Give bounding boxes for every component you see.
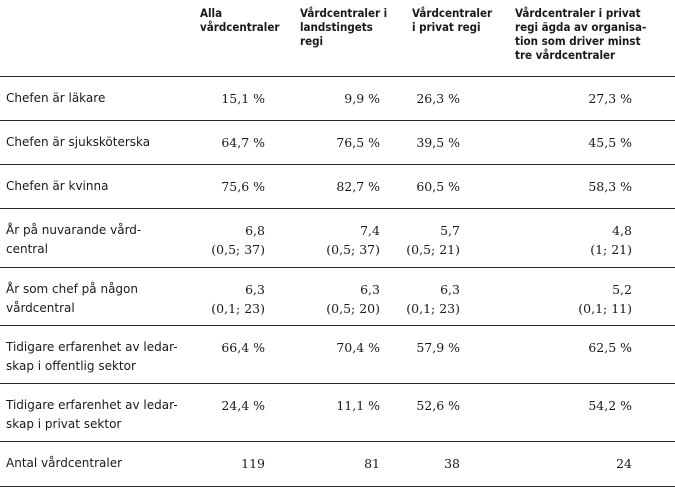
header-privat-kedja — [495, 0, 675, 77]
cell-landsting: 76,5 % — [270, 121, 390, 165]
cell-landsting: 9,9 % — [270, 77, 390, 121]
cell-privat-kedja: 54,2 % — [495, 384, 675, 442]
cell-privat: 60,5 % — [390, 165, 495, 209]
cell-privat-kedja: 5,2 (0,1; 11) — [495, 268, 675, 326]
table-row — [0, 77, 675, 121]
header-line: regi ägda av organisa- — [515, 20, 647, 34]
cell-privat: 26,3 % — [390, 77, 495, 121]
row-label: Tidigare erfarenhet av ledar- skap i offentlig sektor — [0, 326, 190, 384]
table-row — [0, 121, 675, 165]
header-line: Vårdcentraler i — [300, 6, 388, 20]
row-label: Antal vårdcentraler — [0, 442, 190, 487]
cell-alla: 15,1 % — [190, 77, 270, 121]
cell-alla: 75,6 % — [190, 165, 270, 209]
table-row — [0, 442, 675, 487]
row-label: Tidigare erfarenhet av ledar- skap i privat sektor — [0, 384, 190, 442]
cell-privat: 39,5 % — [390, 121, 495, 165]
cell-privat: 52,6 % — [390, 384, 495, 442]
cell-alla: 24,4 % — [190, 384, 270, 442]
cell-privat-kedja: 4,8 (1; 21) — [495, 209, 675, 268]
table-row — [0, 384, 675, 442]
row-label: År på nuvarande vård- central — [0, 209, 190, 268]
cell-privat: 5,7 (0,5; 21) — [390, 209, 495, 268]
table-row — [0, 165, 675, 209]
header-empty — [0, 0, 190, 77]
cell-privat-kedja: 27,3 % — [495, 77, 675, 121]
header-line: i privat regi — [412, 20, 481, 34]
cell-privat-kedja: 24 — [495, 442, 675, 487]
row-label: Chefen är kvinna — [0, 165, 190, 209]
row-label: Chefen är sjuksköterska — [0, 121, 190, 165]
header-alla — [190, 0, 280, 77]
header-privat — [390, 0, 495, 77]
cell-landsting: 70,4 % — [270, 326, 390, 384]
header-line: Vårdcentraler i privat — [515, 6, 641, 20]
cell-privat-kedja: 62,5 % — [495, 326, 675, 384]
cell-privat: 38 — [390, 442, 495, 487]
cell-alla: 64,7 % — [190, 121, 270, 165]
cell-alla: 66,4 % — [190, 326, 270, 384]
cell-alla: 119 — [190, 442, 270, 487]
cell-privat-kedja: 45,5 % — [495, 121, 675, 165]
header-line: tion som driver minst — [515, 34, 641, 48]
cell-landsting: 6,3 (0,5; 20) — [270, 268, 390, 326]
cell-alla: 6,3 (0,1; 23) — [190, 268, 270, 326]
header-line: vårdcentraler — [200, 20, 280, 34]
cell-alla: 6,8 (0,5; 37) — [190, 209, 270, 268]
table-row — [0, 268, 675, 326]
cell-landsting: 82,7 % — [270, 165, 390, 209]
cell-landsting: 7,4 (0,5; 37) — [270, 209, 390, 268]
cell-privat: 6,3 (0,1; 23) — [390, 268, 495, 326]
table-row — [0, 326, 675, 384]
header-line: Alla — [200, 6, 223, 20]
cell-privat-kedja: 58,3 % — [495, 165, 675, 209]
cell-landsting: 81 — [270, 442, 390, 487]
row-label: Chefen är läkare — [0, 77, 190, 121]
row-label: År som chef på någon vårdcentral — [0, 268, 190, 326]
cell-landsting: 11,1 % — [270, 384, 390, 442]
table-row — [0, 209, 675, 268]
header-line: Vårdcentraler — [412, 6, 493, 20]
header-row — [0, 0, 675, 77]
header-line: landstingets regi — [300, 20, 373, 48]
cell-privat: 57,9 % — [390, 326, 495, 384]
header-line: tre vårdcentraler — [515, 48, 616, 62]
header-landsting — [270, 0, 390, 77]
